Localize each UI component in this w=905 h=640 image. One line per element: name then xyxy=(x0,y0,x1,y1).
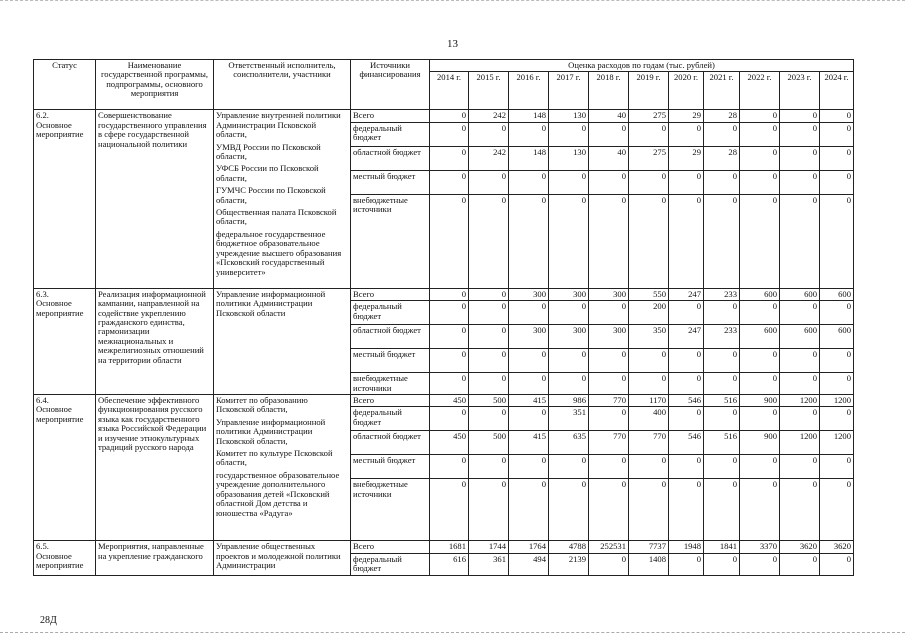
funding-source-cell: областной бюджет xyxy=(351,146,430,170)
amount-cell: 0 xyxy=(704,553,740,575)
amount-cell: 0 xyxy=(430,122,469,146)
amount-cell: 0 xyxy=(820,194,854,288)
amount-cell: 0 xyxy=(430,170,469,194)
amount-cell: 0 xyxy=(780,455,820,479)
amount-cell: 0 xyxy=(549,301,589,325)
amount-cell: 0 xyxy=(820,122,854,146)
amount-cell: 300 xyxy=(509,288,549,300)
amount-cell: 0 xyxy=(704,170,740,194)
amount-cell: 0 xyxy=(740,407,780,431)
amount-cell: 300 xyxy=(549,325,589,349)
amount-cell: 233 xyxy=(704,325,740,349)
amount-cell: 0 xyxy=(704,407,740,431)
amount-cell: 300 xyxy=(509,325,549,349)
amount-cell: 0 xyxy=(820,146,854,170)
executor-cell xyxy=(214,541,351,575)
amount-cell: 0 xyxy=(740,553,780,575)
amount-cell: 0 xyxy=(589,553,629,575)
amount-cell: 275 xyxy=(629,110,669,122)
amount-cell: 0 xyxy=(780,407,820,431)
header-estimate: Оценка расходов по годам (тыс. рублей) xyxy=(430,60,854,72)
amount-cell: 0 xyxy=(629,479,669,541)
amount-cell: 3620 xyxy=(780,541,820,553)
header-year: 2018 г. xyxy=(589,72,629,110)
amount-cell: 0 xyxy=(780,373,820,395)
amount-cell: 0 xyxy=(740,373,780,395)
amount-cell: 0 xyxy=(509,301,549,325)
amount-cell: 0 xyxy=(820,170,854,194)
executor-cell xyxy=(214,395,351,541)
amount-cell: 0 xyxy=(669,373,704,395)
amount-cell: 0 xyxy=(469,194,509,288)
amount-cell: 0 xyxy=(469,170,509,194)
amount-cell: 986 xyxy=(549,395,589,407)
amount-cell: 0 xyxy=(589,455,629,479)
executor-item: Общественная палата Псковской области, xyxy=(216,207,337,227)
amount-cell: 3370 xyxy=(740,541,780,553)
amount-cell: 0 xyxy=(629,455,669,479)
amount-cell: 900 xyxy=(740,431,780,455)
amount-cell: 0 xyxy=(469,288,509,300)
amount-cell: 770 xyxy=(589,395,629,407)
amount-cell: 0 xyxy=(469,373,509,395)
amount-cell: 1200 xyxy=(820,431,854,455)
amount-cell: 300 xyxy=(589,325,629,349)
amount-cell: 0 xyxy=(589,349,629,373)
amount-cell: 1200 xyxy=(780,431,820,455)
amount-cell: 0 xyxy=(780,122,820,146)
amount-cell: 1948 xyxy=(669,541,704,553)
amount-cell: 0 xyxy=(780,170,820,194)
amount-cell: 0 xyxy=(589,170,629,194)
amount-cell: 0 xyxy=(430,288,469,300)
amount-cell: 0 xyxy=(740,349,780,373)
amount-cell: 0 xyxy=(430,194,469,288)
status-cell: 6.4. Основное мероприятие xyxy=(34,395,96,541)
amount-cell: 0 xyxy=(669,301,704,325)
executor-item: Управление общественных проектов и молодежной политики Администрации xyxy=(216,541,341,571)
amount-cell: 450 xyxy=(430,431,469,455)
amount-cell: 7737 xyxy=(629,541,669,553)
amount-cell: 616 xyxy=(430,553,469,575)
amount-cell: 0 xyxy=(469,325,509,349)
amount-cell: 0 xyxy=(629,170,669,194)
amount-cell: 0 xyxy=(780,146,820,170)
amount-cell: 770 xyxy=(589,431,629,455)
amount-cell: 0 xyxy=(430,349,469,373)
amount-cell: 130 xyxy=(549,110,589,122)
amount-cell: 0 xyxy=(629,122,669,146)
amount-cell: 0 xyxy=(740,170,780,194)
amount-cell: 1200 xyxy=(820,395,854,407)
amount-cell: 600 xyxy=(780,325,820,349)
amount-cell: 0 xyxy=(469,407,509,431)
header-year: 2023 г. xyxy=(780,72,820,110)
table-header xyxy=(34,60,854,110)
amount-cell: 450 xyxy=(430,395,469,407)
amount-cell: 0 xyxy=(589,122,629,146)
amount-cell: 500 xyxy=(469,395,509,407)
funding-source-cell: местный бюджет xyxy=(351,455,430,479)
amount-cell: 0 xyxy=(589,479,629,541)
amount-cell: 0 xyxy=(820,553,854,575)
header-year: 2022 г. xyxy=(740,72,780,110)
footer-code: 28Д xyxy=(40,615,57,626)
amount-cell: 200 xyxy=(629,301,669,325)
amount-cell: 0 xyxy=(780,110,820,122)
amount-cell: 0 xyxy=(820,479,854,541)
amount-cell: 242 xyxy=(469,146,509,170)
amount-cell: 0 xyxy=(740,455,780,479)
header-status: Статус xyxy=(34,60,96,110)
executor-item: Комитет по культуре Псковской области, xyxy=(216,448,333,468)
status-cell: 6.2. Основное мероприятие xyxy=(34,110,96,288)
table-row xyxy=(34,541,854,553)
amount-cell: 351 xyxy=(549,407,589,431)
scan-bottom-edge xyxy=(0,632,905,633)
amount-cell: 28 xyxy=(704,146,740,170)
executor-cell xyxy=(214,110,351,288)
amount-cell: 300 xyxy=(589,288,629,300)
amount-cell: 0 xyxy=(704,373,740,395)
amount-cell: 247 xyxy=(669,288,704,300)
amount-cell: 40 xyxy=(589,146,629,170)
header-year: 2020 г. xyxy=(669,72,704,110)
amount-cell: 0 xyxy=(740,122,780,146)
amount-cell: 0 xyxy=(430,373,469,395)
amount-cell: 0 xyxy=(430,479,469,541)
executor-cell xyxy=(214,288,351,394)
header-year: 2016 г. xyxy=(509,72,549,110)
funding-source-cell: федеральный бюджет xyxy=(351,301,430,325)
amount-cell: 1170 xyxy=(629,395,669,407)
amount-cell: 0 xyxy=(469,479,509,541)
funding-source-cell: Всего xyxy=(351,395,430,407)
amount-cell: 0 xyxy=(740,194,780,288)
header-year: 2024 г. xyxy=(820,72,854,110)
funding-source-cell: местный бюджет xyxy=(351,170,430,194)
amount-cell: 415 xyxy=(509,395,549,407)
header-year: 2017 г. xyxy=(549,72,589,110)
amount-cell: 2139 xyxy=(549,553,589,575)
status-cell: 6.3. Основное мероприятие xyxy=(34,288,96,394)
funding-source-cell: областной бюджет xyxy=(351,431,430,455)
program-name-cell: Совершенствование государственного управления в сфере государственной национальной политики xyxy=(96,110,214,288)
amount-cell: 0 xyxy=(740,146,780,170)
header-year: 2019 г. xyxy=(629,72,669,110)
amount-cell: 0 xyxy=(469,455,509,479)
amount-cell: 40 xyxy=(589,110,629,122)
funding-source-cell: внебюджетные источники xyxy=(351,194,430,288)
scan-top-edge xyxy=(0,0,905,1)
amount-cell: 0 xyxy=(629,194,669,288)
amount-cell: 415 xyxy=(509,431,549,455)
amount-cell: 0 xyxy=(469,122,509,146)
amount-cell: 300 xyxy=(549,288,589,300)
amount-cell: 0 xyxy=(509,194,549,288)
amount-cell: 0 xyxy=(430,301,469,325)
amount-cell: 0 xyxy=(780,553,820,575)
amount-cell: 600 xyxy=(740,288,780,300)
amount-cell: 148 xyxy=(509,110,549,122)
executor-item: государственное образовательное учреждение дополнительного образования детей «Псковский областной Дом детства и юношества «Радуга» xyxy=(216,469,340,518)
amount-cell: 0 xyxy=(669,194,704,288)
funding-source-cell: федеральный бюджет xyxy=(351,553,430,575)
amount-cell: 0 xyxy=(469,301,509,325)
executor-item: Комитет по образованию Псковской области, xyxy=(216,395,308,415)
amount-cell: 4788 xyxy=(549,541,589,553)
amount-cell: 0 xyxy=(549,122,589,146)
header-name: Наименование государственной программы, подпрограммы, основного мероприятия xyxy=(96,60,214,110)
executor-item: Управление информационной политики Администрации Псковской области, xyxy=(216,416,326,446)
amount-cell: 29 xyxy=(669,110,704,122)
amount-cell: 0 xyxy=(780,479,820,541)
amount-cell: 252531 xyxy=(589,541,629,553)
funding-source-cell: федеральный бюджет xyxy=(351,407,430,431)
amount-cell: 1681 xyxy=(430,541,469,553)
funding-source-cell: Всего xyxy=(351,288,430,300)
amount-cell: 635 xyxy=(549,431,589,455)
header-year: 2021 г. xyxy=(704,72,740,110)
expenditure-table xyxy=(33,59,854,576)
amount-cell: 1841 xyxy=(704,541,740,553)
amount-cell: 0 xyxy=(509,122,549,146)
amount-cell: 0 xyxy=(820,455,854,479)
program-name-cell: Реализация информационной кампании, направленной на содействие укреплению гражданского единства, гармонизации межнациональных и межрелигиозных отношений на территории области xyxy=(96,288,214,394)
funding-source-cell: местный бюджет xyxy=(351,349,430,373)
amount-cell: 0 xyxy=(509,407,549,431)
amount-cell: 0 xyxy=(704,349,740,373)
amount-cell: 550 xyxy=(629,288,669,300)
amount-cell: 0 xyxy=(509,455,549,479)
amount-cell: 0 xyxy=(820,349,854,373)
amount-cell: 0 xyxy=(549,194,589,288)
amount-cell: 0 xyxy=(430,146,469,170)
executor-item: Управление внутренней политики Администрации Псковской области, xyxy=(216,110,341,140)
amount-cell: 0 xyxy=(549,455,589,479)
amount-cell: 242 xyxy=(469,110,509,122)
page-number: 13 xyxy=(447,38,458,50)
amount-cell: 1408 xyxy=(629,553,669,575)
amount-cell: 770 xyxy=(629,431,669,455)
amount-cell: 0 xyxy=(509,170,549,194)
amount-cell: 233 xyxy=(704,288,740,300)
amount-cell: 400 xyxy=(629,407,669,431)
amount-cell: 0 xyxy=(430,455,469,479)
amount-cell: 0 xyxy=(589,301,629,325)
amount-cell: 350 xyxy=(629,325,669,349)
amount-cell: 600 xyxy=(820,325,854,349)
amount-cell: 0 xyxy=(820,407,854,431)
amount-cell: 0 xyxy=(704,455,740,479)
amount-cell: 546 xyxy=(669,431,704,455)
amount-cell: 0 xyxy=(430,407,469,431)
amount-cell: 0 xyxy=(430,325,469,349)
amount-cell: 247 xyxy=(669,325,704,349)
amount-cell: 0 xyxy=(669,455,704,479)
amount-cell: 0 xyxy=(589,407,629,431)
executor-item: федеральное государственное бюджетное образовательное учреждение высшего образования «Псковский государственный университет» xyxy=(216,228,342,277)
amount-cell: 3620 xyxy=(820,541,854,553)
status-cell: 6.5. Основное мероприятие xyxy=(34,541,96,575)
amount-cell: 0 xyxy=(704,122,740,146)
amount-cell: 0 xyxy=(669,122,704,146)
funding-source-cell: внебюджетные источники xyxy=(351,373,430,395)
amount-cell: 0 xyxy=(589,194,629,288)
amount-cell: 500 xyxy=(469,431,509,455)
amount-cell: 0 xyxy=(780,301,820,325)
amount-cell: 1764 xyxy=(509,541,549,553)
amount-cell: 130 xyxy=(549,146,589,170)
amount-cell: 0 xyxy=(780,194,820,288)
amount-cell: 0 xyxy=(430,110,469,122)
amount-cell: 0 xyxy=(820,373,854,395)
header-year: 2014 г. xyxy=(430,72,469,110)
program-name-cell: Обеспечение эффективного функционирования русского языка как государственного языка Российской Федерации и изучение этнокультурных традиций русского народа xyxy=(96,395,214,541)
amount-cell: 0 xyxy=(704,194,740,288)
amount-cell: 0 xyxy=(780,349,820,373)
funding-source-cell: Всего xyxy=(351,541,430,553)
amount-cell: 0 xyxy=(629,373,669,395)
amount-cell: 148 xyxy=(509,146,549,170)
amount-cell: 0 xyxy=(704,479,740,541)
amount-cell: 600 xyxy=(780,288,820,300)
amount-cell: 29 xyxy=(669,146,704,170)
amount-cell: 1200 xyxy=(780,395,820,407)
amount-cell: 494 xyxy=(509,553,549,575)
amount-cell: 0 xyxy=(669,553,704,575)
amount-cell: 516 xyxy=(704,431,740,455)
amount-cell: 0 xyxy=(549,349,589,373)
header-sources: Источники финансирования xyxy=(351,60,430,110)
amount-cell: 0 xyxy=(740,110,780,122)
funding-source-cell: федеральный бюджет xyxy=(351,122,430,146)
amount-cell: 28 xyxy=(704,110,740,122)
amount-cell: 361 xyxy=(469,553,509,575)
amount-cell: 0 xyxy=(669,407,704,431)
amount-cell: 0 xyxy=(469,349,509,373)
executor-item: УФСБ России по Псковской области, xyxy=(216,163,319,183)
amount-cell: 516 xyxy=(704,395,740,407)
amount-cell: 0 xyxy=(740,301,780,325)
table-row xyxy=(34,288,854,300)
amount-cell: 275 xyxy=(629,146,669,170)
amount-cell: 0 xyxy=(669,349,704,373)
amount-cell: 1744 xyxy=(469,541,509,553)
header-year: 2015 г. xyxy=(469,72,509,110)
amount-cell: 0 xyxy=(820,301,854,325)
executor-item: ГУМЧС России по Псковской области, xyxy=(216,185,326,205)
amount-cell: 0 xyxy=(549,373,589,395)
amount-cell: 600 xyxy=(820,288,854,300)
amount-cell: 0 xyxy=(549,479,589,541)
amount-cell: 0 xyxy=(509,349,549,373)
amount-cell: 546 xyxy=(669,395,704,407)
funding-source-cell: Всего xyxy=(351,110,430,122)
amount-cell: 900 xyxy=(740,395,780,407)
table-body xyxy=(34,110,854,575)
amount-cell: 0 xyxy=(509,479,549,541)
amount-cell: 0 xyxy=(740,479,780,541)
amount-cell: 0 xyxy=(509,373,549,395)
amount-cell: 0 xyxy=(820,110,854,122)
amount-cell: 0 xyxy=(629,349,669,373)
amount-cell: 0 xyxy=(669,479,704,541)
header-executor: Ответственный исполнитель, соисполнители, участники xyxy=(214,60,351,110)
funding-source-cell: внебюджетные источники xyxy=(351,479,430,541)
funding-source-cell: областной бюджет xyxy=(351,325,430,349)
amount-cell: 0 xyxy=(669,170,704,194)
amount-cell: 600 xyxy=(740,325,780,349)
table-row xyxy=(34,395,854,407)
amount-cell: 0 xyxy=(549,170,589,194)
program-name-cell: Мероприятия, направленные на укрепление гражданского xyxy=(96,541,214,575)
amount-cell: 0 xyxy=(589,373,629,395)
amount-cell: 0 xyxy=(704,301,740,325)
executor-item: УМВД России по Псковской области, xyxy=(216,141,321,162)
table-row xyxy=(34,110,854,122)
executor-item: Управление информационной политики Администрации Псковской области xyxy=(216,288,326,318)
